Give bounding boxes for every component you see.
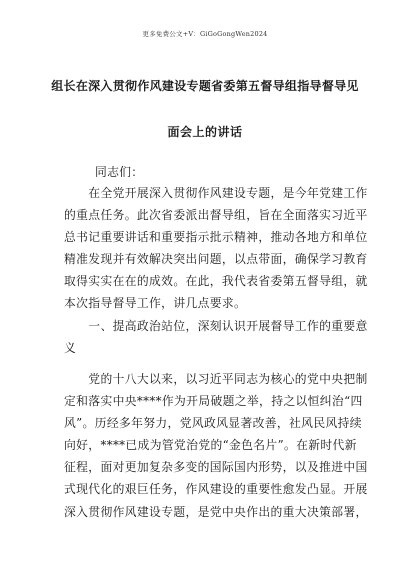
paragraph-line: 精准发现并有效解决突出问题，以点带面，确保学习教育 xyxy=(64,252,368,267)
header-promo-note: 更多免费公文+V：GiGoGongWen2024 xyxy=(142,30,268,38)
paragraph-line: 式现代化的艰巨任务，作风建设的重要性愈发凸显。开展 xyxy=(64,482,368,497)
paragraph-body xyxy=(64,370,368,525)
document-title-line-1: 组长在深入贯彻作风建设专题省委第五督导组指导督导见 xyxy=(51,79,359,93)
paragraph-line: 本次指导督导工作，讲几点要求。 xyxy=(64,296,247,311)
paragraph-line: 总书记重要讲话和重要指示批示精神，推动各地方和单位 xyxy=(64,230,368,245)
paragraph-line: 风”。历经多年努力，党风政风显著改善，社风民风持续 xyxy=(64,416,362,431)
heading-line: 义 xyxy=(64,341,77,356)
paragraph-line: 党的十八大以来，以习近平同志为核心的党中央把制 xyxy=(64,372,368,386)
paragraph-line: 的重点任务。此次省委派出督导组，旨在全面落实习近平 xyxy=(64,208,368,223)
document-title-line-2: 面会上的讲话 xyxy=(167,125,243,139)
paragraph-intro xyxy=(64,184,368,317)
paragraph-line: 在全党开展深入贯彻作风建设专题，是今年党建工作 xyxy=(64,186,368,200)
salutation: 同志们： xyxy=(95,165,144,179)
section-heading-1 xyxy=(64,317,368,361)
heading-line: 一、提高政治站位，深刻认识开展督导工作的重要意 xyxy=(64,319,368,333)
paragraph-line: 取得实实在在的成效。在此，我代表省委第五督导组，就 xyxy=(64,274,368,289)
paragraph-line: 深入贯彻作风建设专题，是党中央作出的重大决策部署， xyxy=(64,504,368,519)
paragraph-line: 向好，****已成为管党治党的“金色名片”。在新时代新 xyxy=(64,438,357,453)
paragraph-line: 征程，面对更加复杂多变的国际国内形势，以及推进中国 xyxy=(64,460,368,475)
paragraph-line: 定和落实中央****作为开局破题之举，持之以恒纠治“四 xyxy=(64,394,363,409)
